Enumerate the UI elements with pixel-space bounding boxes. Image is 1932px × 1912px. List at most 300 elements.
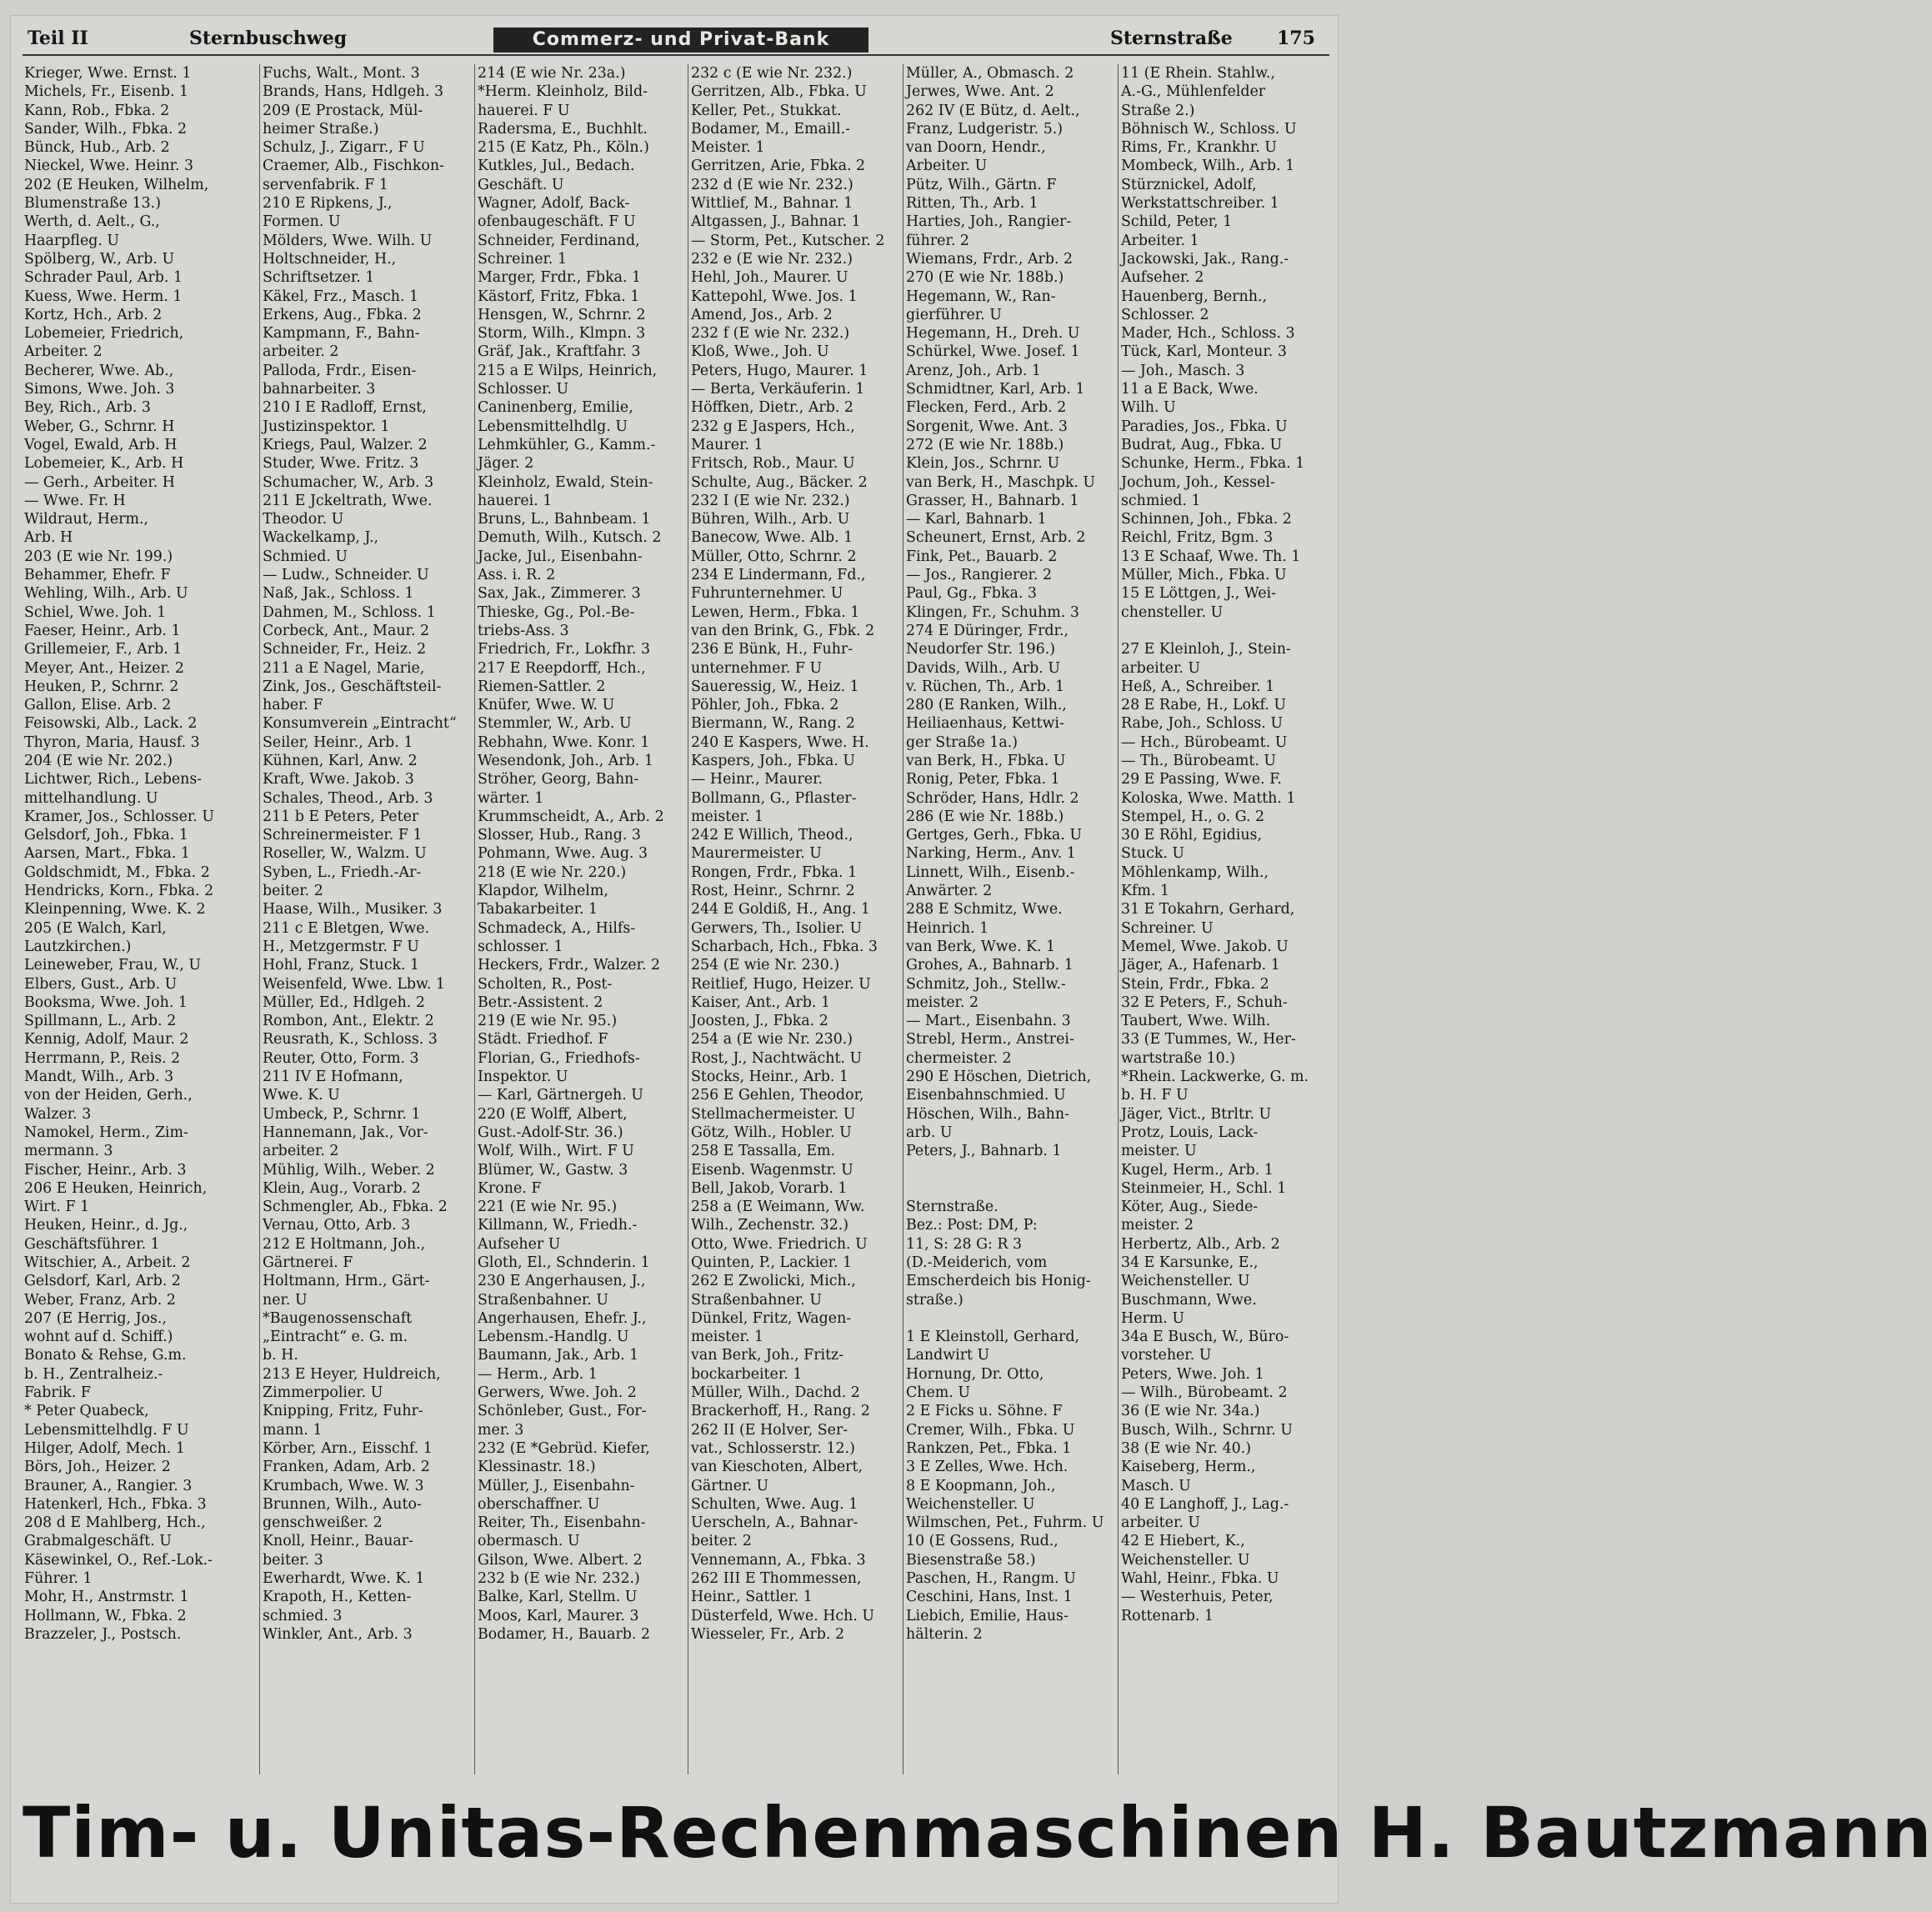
directory-entry-line: — Westerhuis, Peter,	[1121, 1589, 1274, 1606]
directory-entry-line: Spillmann, L., Arb. 2	[24, 1013, 177, 1030]
directory-entry-line: Wehling, Wilh., Arb. U	[24, 585, 188, 603]
directory-entry-line: Krumbach, Wwe. W. 3	[263, 1477, 424, 1494]
directory-entry-line: Franken, Adam, Arb. 2	[263, 1459, 430, 1476]
directory-entry-line: Sternstraße.	[906, 1199, 999, 1216]
directory-entry-line: arbeiter. 2	[263, 343, 339, 361]
directory-entry-line: Kennig, Adolf, Maur. 2	[24, 1031, 189, 1049]
directory-entry-line: Formen. U	[263, 213, 341, 231]
directory-entry-line: Joosten, J., Fbka. 2	[691, 1013, 828, 1030]
directory-entry-line: Lobemeier, K., Arb. H	[24, 455, 184, 473]
directory-entry-line: Möhlenkamp, Wilh.,	[1121, 863, 1269, 881]
directory-entry-line: Friedrich, Fr., Lokfhr. 3	[478, 641, 651, 658]
directory-entry-line: Schulten, Wwe. Aug. 1	[691, 1495, 858, 1513]
directory-entry-line: Linnett, Wilh., Eisenb.-	[906, 863, 1075, 881]
directory-columns	[23, 64, 1329, 1774]
directory-entry-line: Brands, Hans, Hdlgeh. 3	[263, 83, 444, 101]
directory-entry-line: Düsterfeld, Wwe. Hch. U	[691, 1607, 875, 1624]
directory-entry-line: Herbertz, Alb., Arb. 2	[1121, 1235, 1280, 1253]
directory-entry-line: Masch. U	[1121, 1477, 1191, 1494]
directory-entry-line: Städt. Friedhof. F	[478, 1031, 608, 1049]
directory-entry-line: Simons, Wwe. Joh. 3	[24, 381, 175, 398]
directory-entry-line: 207 (E Herrig, Jos.,	[24, 1309, 167, 1327]
directory-entry-line: Körber, Arn., Eisschf. 1	[263, 1439, 433, 1457]
directory-entry-line: Dünkel, Fritz, Wagen-	[691, 1309, 852, 1327]
directory-entry-line: chermeister. 2	[906, 1049, 1012, 1067]
directory-entry-line: Lebensm.-Handlg. U	[478, 1329, 629, 1346]
directory-entry-line: Eisenb. Wagenmstr. U	[691, 1161, 853, 1179]
directory-entry-line: Zink, Jos., Geschäftsteil-	[263, 678, 442, 695]
directory-entry-line: Kaspers, Joh., Fbka. U	[691, 752, 856, 769]
directory-entry-line: Schulte, Aug., Bäcker. 2	[691, 473, 868, 491]
directory-entry-line: Radersma, E., Buchhlt.	[478, 120, 648, 138]
directory-entry-line: Heuken, Heinr., d. Jg.,	[24, 1217, 188, 1234]
directory-entry-line: van Kieschoten, Albert,	[691, 1459, 863, 1476]
directory-entry-line: Busch, Wilh., Schrnr. U	[1121, 1421, 1293, 1439]
directory-entry-line: „Eintracht“ e. G. m.	[263, 1329, 408, 1346]
directory-entry-line: Zimmerpolier. U	[263, 1384, 383, 1402]
page-header	[23, 26, 1329, 56]
directory-entry-line: Brazzeler, J., Postsch.	[24, 1625, 182, 1643]
directory-entry-line: 242 E Willich, Theod.,	[691, 827, 853, 844]
directory-entry-line: 1 E Kleinstoll, Gerhard,	[906, 1329, 1080, 1346]
directory-entry-line: ger Straße 1a.)	[906, 733, 1019, 751]
directory-entry-line: Balke, Karl, Stellm. U	[478, 1589, 638, 1606]
directory-entry-line: Schumacher, W., Arb. 3	[263, 473, 434, 491]
directory-entry-line: Börs, Joh., Heizer. 2	[24, 1459, 171, 1476]
directory-entry-line: Klapdor, Wilhelm,	[478, 883, 608, 900]
directory-entry-line: mann. 1	[263, 1421, 323, 1439]
directory-entry-line: 288 E Schmitz, Wwe.	[906, 901, 1063, 918]
directory-entry-line: Vennemann, A., Fbka. 3	[691, 1551, 866, 1569]
directory-entry-line: Palloda, Frdr., Eisen-	[263, 362, 417, 379]
directory-entry-line: Mombeck, Wilh., Arb. 1	[1121, 158, 1295, 175]
directory-entry-line: Bonato & Rehse, G.m.	[24, 1347, 187, 1364]
directory-entry-line: Kraft, Wwe. Jakob. 3	[263, 771, 414, 788]
directory-entry-line: 256 E Gehlen, Theodor,	[691, 1087, 864, 1104]
directory-entry-line: 286 (E wie Nr. 188b.)	[906, 808, 1064, 825]
directory-entry-line: Theodor. U	[263, 511, 344, 528]
directory-entry-line: Baumann, Jak., Arb. 1	[478, 1347, 639, 1364]
directory-entry-line: vat., Schlosserstr. 12.)	[691, 1439, 855, 1457]
directory-entry-line: Schneider, Ferdinand,	[478, 232, 640, 249]
directory-entry-line: Schunke, Herm., Fbka. 1	[1121, 455, 1305, 473]
directory-entry-line: Scheunert, Ernst, Arb. 2	[906, 529, 1086, 547]
directory-entry-line: 208 d E Mahlberg, Hch.,	[24, 1514, 206, 1532]
directory-entry-line: Vogel, Ewald, Arb. H	[24, 436, 178, 453]
directory-entry-line: Amend, Jos., Arb. 2	[691, 306, 833, 323]
directory-entry-line: Rabe, Joh., Schloss. U	[1121, 715, 1284, 733]
directory-entry-line: Gärtnerei. F	[263, 1254, 353, 1271]
directory-entry-line: Hohl, Franz, Stuck. 1	[263, 957, 420, 974]
directory-entry-line: Booksma, Wwe. Joh. 1	[24, 994, 188, 1011]
directory-entry-line: Wiesseler, Fr., Arb. 2	[691, 1625, 845, 1643]
directory-entry-line: van Berk, Wwe. K. 1	[906, 938, 1056, 955]
directory-entry-line: Goldschmidt, M., Fbka. 2	[24, 863, 210, 881]
directory-entry-line: beiter. 2	[691, 1533, 752, 1550]
directory-entry-line: Altgassen, J., Bahnar. 1	[691, 213, 861, 231]
directory-entry-line: Fuhrunternehmer. U	[691, 585, 843, 603]
directory-entry-line: — Gerh., Arbeiter. H	[24, 473, 175, 491]
directory-entry-line: 209 (E Prostack, Mül-	[263, 102, 423, 119]
directory-entry-line: Rims, Fr., Krankhr. U	[1121, 139, 1277, 157]
directory-entry-line: Pohmann, Wwe. Aug. 3	[478, 845, 648, 863]
directory-entry-line: 3 E Zelles, Wwe. Hch.	[906, 1459, 1069, 1476]
directory-entry-line: Müller, J., Eisenbahn-	[478, 1477, 635, 1494]
directory-entry-line: Schmengler, Ab., Fbka. 2	[263, 1199, 448, 1216]
directory-entry-line: Stellmachermeister. U	[691, 1105, 856, 1123]
directory-entry-line: Arenz, Joh., Arb. 1	[906, 362, 1041, 379]
directory-entry-line: 210 I E Radloff, Ernst,	[263, 399, 427, 417]
directory-entry-line: Harties, Joh., Rangier-	[906, 213, 1072, 231]
directory-entry-line: H., Metzgermstr. F U	[263, 938, 419, 955]
directory-entry-line: Rongen, Frdr., Fbka. 1	[691, 863, 858, 881]
directory-entry-line: Kampmann, F., Bahn-	[263, 325, 420, 343]
directory-entry-line: Klein, Jos., Schrnr. U	[906, 455, 1060, 473]
directory-entry-line: Böhnisch W., Schloss. U	[1121, 120, 1297, 138]
directory-entry-line: Riemen-Sattler. 2	[478, 678, 606, 695]
directory-entry-line: Schmied. U	[263, 548, 348, 565]
directory-entry-line: Mandt, Wilh., Arb. 3	[24, 1069, 174, 1086]
directory-entry-line: 258 E Tassalla, Em.	[691, 1143, 836, 1160]
directory-entry-line: 254 a (E wie Nr. 230.)	[691, 1031, 853, 1049]
directory-entry-line: Peters, Wwe. Joh. 1	[1121, 1365, 1264, 1383]
directory-entry-line: Betr.-Assistent. 2	[478, 994, 603, 1011]
directory-entry-line: Kann, Rob., Fbka. 2	[24, 102, 170, 119]
directory-entry-line: Schürkel, Wwe. Josef. 1	[906, 343, 1080, 361]
directory-entry-line: Müller, Ed., Hdlgeh. 2	[263, 994, 425, 1011]
directory-entry-line: 232 e (E wie Nr. 232.)	[691, 250, 853, 268]
directory-entry-line: Herm. U	[1121, 1309, 1184, 1327]
directory-entry-line: Schinnen, Joh., Fbka. 2	[1121, 511, 1292, 528]
directory-entry-line: 29 E Passing, Wwe. F.	[1121, 771, 1282, 788]
directory-entry-line: Geschäft. U	[478, 176, 564, 193]
directory-entry-line: Liebich, Emilie, Haus-	[906, 1607, 1069, 1624]
directory-entry-line: Höffken, Dietr., Arb. 2	[691, 399, 853, 417]
directory-entry-line: Florian, G., Friedhofs-	[478, 1049, 640, 1067]
directory-entry-line: Krone. F	[478, 1179, 542, 1197]
directory-entry-line: Gallon, Elise. Arb. 2	[24, 697, 172, 714]
directory-entry-line: 212 E Holtmann, Joh.,	[263, 1235, 426, 1253]
directory-entry-line: Tabakarbeiter. 1	[478, 901, 598, 918]
directory-entry-line: Neudorfer Str. 196.)	[906, 641, 1056, 658]
directory-entry-line: Holtschneider, H.,	[263, 250, 397, 268]
directory-entry-line: A.-G., Mühlenfelder	[1121, 83, 1266, 101]
directory-entry-line: Stempel, H., o. G. 2	[1121, 808, 1265, 825]
directory-entry-line: — Joh., Masch. 3	[1121, 362, 1245, 379]
directory-entry-line: hauerei. 1	[478, 492, 553, 509]
directory-entry-line: Blumenstraße 13.)	[24, 195, 161, 213]
directory-entry-line: 215 (E Katz, Ph., Köln.)	[478, 139, 649, 157]
directory-entry-line: *Herm. Kleinholz, Bild-	[478, 83, 648, 101]
directory-entry-line: Kugel, Herm., Arb. 1	[1121, 1161, 1274, 1179]
directory-entry-line: Protz, Louis, Lack-	[1121, 1124, 1259, 1141]
directory-entry-line: Vernau, Otto, Arb. 3	[263, 1217, 411, 1234]
directory-entry-line: Gräf, Jak., Kraftfahr. 3	[478, 343, 641, 361]
directory-entry-line: Wesendonk, Joh., Arb. 1	[478, 752, 653, 769]
directory-entry-line: Bell, Jakob, Vorarb. 1	[691, 1179, 848, 1197]
directory-entry-line: Hehl, Joh., Maurer. U	[691, 269, 848, 287]
directory-entry-line: Behammer, Ehefr. F	[24, 567, 171, 584]
directory-entry-line: 272 (E wie Nr. 188b.)	[906, 436, 1064, 453]
directory-entry-line: Banecow, Wwe. Alb. 1	[691, 529, 853, 547]
directory-entry-line: Steinmeier, H., Schl. 1	[1121, 1179, 1287, 1197]
directory-entry-line: Gerwers, Th., Isolier. U	[691, 919, 863, 937]
directory-entry-line: Kleinholz, Ewald, Stein-	[478, 473, 653, 491]
directory-entry-line: Gerritzen, Arie, Fbka. 2	[691, 158, 866, 175]
directory-entry-line: Gelsdorf, Karl, Arb. 2	[24, 1273, 181, 1290]
directory-entry-line: Corbeck, Ant., Maur. 2	[263, 622, 430, 639]
directory-entry-line: Lautzkirchen.)	[24, 938, 132, 955]
directory-entry-line: — Karl, Gärtnergeh. U	[478, 1087, 643, 1104]
directory-entry-line: Ronig, Peter, Fbka. 1	[906, 771, 1060, 788]
directory-entry-line: Scholten, R., Post-	[478, 975, 613, 993]
directory-entry-line: 40 E Langhoff, J., Lag.-	[1121, 1495, 1289, 1513]
directory-entry-line: 33 (E Tummes, W., Her-	[1121, 1031, 1296, 1049]
directory-entry-line: Krummscheidt, A., Arb. 2	[478, 808, 664, 825]
directory-entry-line: 214 (E wie Nr. 23a.)	[478, 65, 626, 82]
directory-entry-line: Pütz, Wilh., Gärtn. F	[906, 176, 1057, 193]
directory-entry-line: Thieske, Gg., Pol.-Be-	[478, 603, 635, 621]
directory-entry-line: Uerscheln, A., Bahnar-	[691, 1514, 858, 1532]
directory-entry-line: Wagner, Adolf, Back-	[478, 195, 630, 213]
directory-entry-line: Hendricks, Korn., Fbka. 2	[24, 883, 214, 900]
directory-entry-line: 38 (E wie Nr. 40.)	[1121, 1439, 1252, 1457]
directory-entry-line: Bodamer, M., Emaill.-	[691, 120, 851, 138]
directory-entry-line: 262 IV (E Bütz, d. Aelt.,	[906, 102, 1080, 119]
directory-entry-line: Namokel, Herm., Zim-	[24, 1124, 188, 1141]
directory-entry-line: 232 c (E wie Nr. 232.)	[691, 65, 853, 82]
directory-entry-line: Stuck. U	[1121, 845, 1185, 863]
directory-entry-line: Schulz, J., Zigarr., F U	[263, 139, 425, 157]
directory-entry-line: Bünck, Hub., Arb. 2	[24, 139, 170, 157]
directory-entry-line: Knipping, Fritz, Fuhr-	[263, 1403, 423, 1420]
directory-entry-line: Weisenfeld, Wwe. Lbw. 1	[263, 975, 445, 993]
directory-entry-line: — Th., Bürobeamt. U	[1121, 752, 1277, 769]
directory-entry-line: Heinrich. 1	[906, 919, 989, 937]
directory-entry-line: 221 (E wie Nr. 95.)	[478, 1199, 618, 1216]
directory-column-4	[689, 64, 903, 1774]
directory-entry-line: b. H. F U	[1121, 1087, 1189, 1104]
directory-entry-line: Inspektor. U	[478, 1069, 568, 1086]
directory-entry-line: Schild, Peter, 1	[1121, 213, 1233, 231]
directory-entry-line: Bez.: Post: DM, P:	[906, 1217, 1038, 1234]
directory-entry-line: Straße 2.)	[1121, 102, 1195, 119]
directory-entry-line: Studer, Wwe. Fritz. 3	[263, 455, 419, 473]
directory-entry-line: 28 E Rabe, H., Lokf. U	[1121, 697, 1287, 714]
directory-entry-line: Kaiseberg, Herm.,	[1121, 1459, 1256, 1476]
directory-entry-line: haber. F	[263, 697, 323, 714]
directory-entry-line: gierführer. U	[906, 306, 1002, 323]
directory-entry-line: Klein, Aug., Vorarb. 2	[263, 1179, 421, 1197]
directory-entry-line: Fuchs, Walt., Mont. 3	[263, 65, 420, 82]
directory-entry-line: servenfabrik. F 1	[263, 176, 388, 193]
directory-entry-line: Führer. 1	[24, 1570, 93, 1588]
directory-entry-line: Feisowski, Alb., Lack. 2	[24, 715, 198, 733]
directory-entry-line: — Ludw., Schneider. U	[263, 567, 429, 584]
directory-entry-line: Wirt. F 1	[24, 1199, 90, 1216]
directory-entry-line: Quinten, P., Lackier. 1	[691, 1254, 853, 1271]
directory-entry-line: Schrader Paul, Arb. 1	[24, 269, 183, 287]
directory-entry-line: Maurer. 1	[691, 436, 763, 453]
directory-entry-line: Mölders, Wwe. Wilh. U	[263, 232, 433, 249]
directory-entry-line: Witschier, A., Arbeit. 2	[24, 1254, 191, 1271]
directory-entry-line: Taubert, Wwe. Wilh.	[1121, 1013, 1271, 1030]
directory-entry-line: Kästorf, Fritz, Fbka. 1	[478, 288, 640, 305]
directory-entry-line: 232 I (E wie Nr. 232.)	[691, 492, 850, 509]
directory-entry-line: Sander, Wilh., Fbka. 2	[24, 120, 188, 138]
directory-entry-line	[904, 1309, 1118, 1328]
directory-entry-line: Kattepohl, Wwe. Jos. 1	[691, 288, 858, 305]
directory-entry-line: — Wilh., Bürobeamt. 2	[1121, 1384, 1288, 1402]
directory-entry-line: arbeiter. U	[1121, 1514, 1201, 1532]
directory-entry-line: Memel, Wwe. Jakob. U	[1121, 938, 1289, 955]
directory-entry-line: Kramer, Jos., Schlosser. U	[24, 808, 215, 825]
directory-entry-line: Biesenstraße 58.)	[906, 1551, 1036, 1569]
directory-entry-line: Maurermeister. U	[691, 845, 822, 863]
directory-entry-line: Strebl, Herm., Anstrei-	[906, 1031, 1074, 1049]
directory-entry-line: Arbeiter. 1	[1121, 232, 1199, 249]
street-range-end: Sternstraße	[1110, 28, 1233, 49]
directory-entry-line: Rankzen, Pet., Fbka. 1	[906, 1439, 1072, 1457]
directory-entry-line: — Wwe. Fr. H	[24, 492, 126, 509]
directory-entry-line: Paul, Gg., Fbka. 3	[906, 585, 1037, 603]
directory-entry-line: Fabrik. F	[24, 1384, 91, 1402]
directory-entry-line: Schmadeck, A., Hilfs-	[478, 919, 636, 937]
directory-entry-line: 2 E Ficks u. Söhne. F	[906, 1403, 1063, 1420]
directory-entry-line: Wwe. K. U	[263, 1087, 340, 1104]
directory-entry-line: Bodamer, H., Bauarb. 2	[478, 1625, 651, 1643]
directory-entry-line: 240 E Kaspers, Wwe. H.	[691, 733, 869, 751]
directory-entry-line: Peters, J., Bahnarb. 1	[906, 1143, 1062, 1160]
directory-entry-line: Wolf, Wilh., Wirt. F U	[478, 1143, 634, 1160]
directory-entry-line: Wahl, Heinr., Fbka. U	[1121, 1570, 1279, 1588]
directory-entry-line: heimer Straße.)	[263, 120, 379, 138]
directory-entry-line: Spölberg, W., Arb. U	[24, 250, 175, 268]
directory-entry-line: meister. 1	[691, 808, 764, 825]
directory-entry-line: Mader, Hch., Schloss. 3	[1121, 325, 1295, 343]
directory-entry-line: Aufseher U	[478, 1235, 561, 1253]
directory-entry-line: Narking, Herm., Anv. 1	[906, 845, 1076, 863]
directory-entry-line: Walzer. 3	[24, 1105, 92, 1123]
advertisement-banner: Tim- u. Unitas-Rechenmaschinen H. Bautzmann	[23, 1792, 1932, 1874]
directory-entry-line: Jäger, Vict., Btrltr. U	[1121, 1105, 1272, 1123]
directory-entry-line: 254 (E wie Nr. 230.)	[691, 957, 840, 974]
directory-column-1	[23, 64, 260, 1774]
directory-entry-line: 8 E Koopmann, Joh.,	[906, 1477, 1056, 1494]
directory-entry-line: Arbeiter. U	[906, 158, 988, 175]
directory-entry-line: bockarbeiter. 1	[691, 1365, 803, 1383]
directory-entry-line: Davids, Wilh., Arb. U	[906, 659, 1061, 677]
directory-entry-line: Eisenbahnschmied. U	[906, 1087, 1066, 1104]
directory-entry-line: — Berta, Verkäuferin. 1	[691, 381, 865, 398]
directory-entry-line: Heiliaenhaus, Kettwi-	[906, 715, 1064, 733]
directory-entry-line: Meister. 1	[691, 139, 765, 157]
directory-entry-line	[1119, 622, 1329, 640]
directory-entry-line: Bollmann, G., Pflaster-	[691, 789, 857, 807]
directory-entry-line: 30 E Röhl, Egidius,	[1121, 827, 1262, 844]
directory-entry-line: 203 (E wie Nr. 199.)	[24, 548, 173, 565]
directory-entry-line: 15 E Löttgen, J., Wei-	[1121, 585, 1276, 603]
directory-entry-line: Ass. i. R. 2	[478, 567, 556, 584]
directory-entry-line: Krapoth, H., Ketten-	[263, 1589, 412, 1606]
directory-entry-line: 217 E Reepdorff, Hch.,	[478, 659, 646, 677]
directory-entry-line: Franz, Ludgeristr. 5.)	[906, 120, 1064, 138]
directory-entry-line: Michels, Fr., Eisenb. 1	[24, 83, 189, 101]
directory-entry-line: Jochum, Joh., Kessel-	[1121, 473, 1275, 491]
directory-entry-line: von der Heiden, Gerh.,	[24, 1087, 193, 1104]
directory-entry-line: Ewerhardt, Wwe. K. 1	[263, 1570, 425, 1588]
directory-entry-line: Kutkles, Jul., Bedach.	[478, 158, 635, 175]
directory-entry-line: Sorgenit, Wwe. Ant. 3	[906, 418, 1068, 435]
directory-entry-line: Haase, Wilh., Musiker. 3	[263, 901, 443, 918]
directory-entry-line: schmied. 1	[1121, 492, 1201, 509]
directory-entry-line: Erkens, Aug., Fbka. 2	[263, 306, 422, 323]
directory-entry-line: b. H., Zentralheiz.-	[24, 1365, 163, 1383]
directory-entry-line: hauerei. F U	[478, 102, 570, 119]
directory-entry-line: — Herm., Arb. 1	[478, 1365, 598, 1383]
directory-entry-line: Kuess, Wwe. Herm. 1	[24, 288, 183, 305]
bank-banner: Commerz- und Privat-Bank	[493, 28, 868, 53]
directory-entry-line: Tück, Karl, Monteur. 3	[1121, 343, 1287, 361]
street-range-start: Sternbuschweg	[189, 28, 348, 49]
directory-entry-line: Klessinastr. 18.)	[478, 1459, 596, 1476]
page-number: 175	[1277, 28, 1315, 49]
directory-entry-line: Heinr., Sattler. 1	[691, 1589, 813, 1606]
directory-entry-line: Herrmann, P., Reis. 2	[24, 1049, 181, 1067]
directory-entry-line: Nieckel, Wwe. Heinr. 3	[24, 158, 194, 175]
directory-entry-line: Paschen, H., Rangm. U	[906, 1570, 1076, 1588]
directory-entry-line: Rebhahn, Wwe. Konr. 1	[478, 733, 650, 751]
directory-entry-line: van Doorn, Hendr.,	[906, 139, 1046, 157]
directory-entry-line: Aufseher. 2	[1121, 269, 1204, 287]
directory-entry-line: Jerwes, Wwe. Ant. 2	[906, 83, 1054, 101]
directory-entry-line: Storm, Wilh., Klmpn. 3	[478, 325, 646, 343]
directory-entry-line: Wilmschen, Pet., Fuhrm. U	[906, 1514, 1104, 1532]
directory-entry-line: Lebensmittelhdlg. F U	[24, 1421, 189, 1439]
directory-entry-line: Scharbach, Hch., Fbka. 3	[691, 938, 878, 955]
directory-entry-line: 13 E Schaaf, Wwe. Th. 1	[1121, 548, 1301, 565]
directory-entry-line: Grasser, H., Bahnarb. 1	[906, 492, 1079, 509]
directory-entry-line: Jäger. 2	[478, 455, 534, 473]
directory-entry-line: Lewen, Herm., Fbka. 1	[691, 603, 860, 621]
directory-entry-line: Buschmann, Wwe.	[1121, 1291, 1257, 1309]
directory-entry-line: Cremer, Wilh., Fbka. U	[906, 1421, 1075, 1439]
directory-entry-line: Hauenberg, Bernh.,	[1121, 288, 1267, 305]
directory-entry-line: Schönleber, Gust., For-	[478, 1403, 647, 1420]
directory-entry-line: 236 E Bünk, H., Fuhr-	[691, 641, 853, 658]
directory-entry-line: Gust.-Adolf-Str. 36.)	[478, 1124, 623, 1141]
directory-entry-line: Slosser, Hub., Rang. 3	[478, 827, 641, 844]
directory-entry-line: arb. U	[906, 1124, 953, 1141]
directory-entry-line: Grabmalgeschäft. U	[24, 1533, 172, 1550]
directory-entry-line: meister. 2	[906, 994, 979, 1011]
directory-entry-line: Weichensteller. U	[906, 1495, 1035, 1513]
directory-entry-line: *Baugenossenschaft	[263, 1309, 413, 1327]
directory-entry-line: Arbeiter. 2	[24, 343, 103, 361]
directory-entry-line: ofenbaugeschäft. F U	[478, 213, 636, 231]
directory-entry-line: Budrat, Aug., Fbka. U	[1121, 436, 1283, 453]
directory-entry-line: Kleinpenning, Wwe. K. 2	[24, 901, 206, 918]
directory-entry-line: Naß, Jak., Schloss. 1	[263, 585, 414, 603]
directory-entry-line: Bey, Rich., Arb. 3	[24, 399, 151, 417]
directory-entry-line: Krieger, Wwe. Ernst. 1	[24, 65, 192, 82]
directory-entry-line: 202 (E Heuken, Wilhelm,	[24, 176, 209, 193]
directory-entry-line: Rottenarb. 1	[1121, 1607, 1214, 1624]
directory-entry-line: Geschäftsführer. 1	[24, 1235, 160, 1253]
directory-entry-line: Stocks, Heinr., Arb. 1	[691, 1069, 848, 1086]
directory-entry-line: Stürznickel, Adolf,	[1121, 176, 1257, 193]
directory-entry-line: Rombon, Ant., Elektr. 2	[263, 1013, 434, 1030]
